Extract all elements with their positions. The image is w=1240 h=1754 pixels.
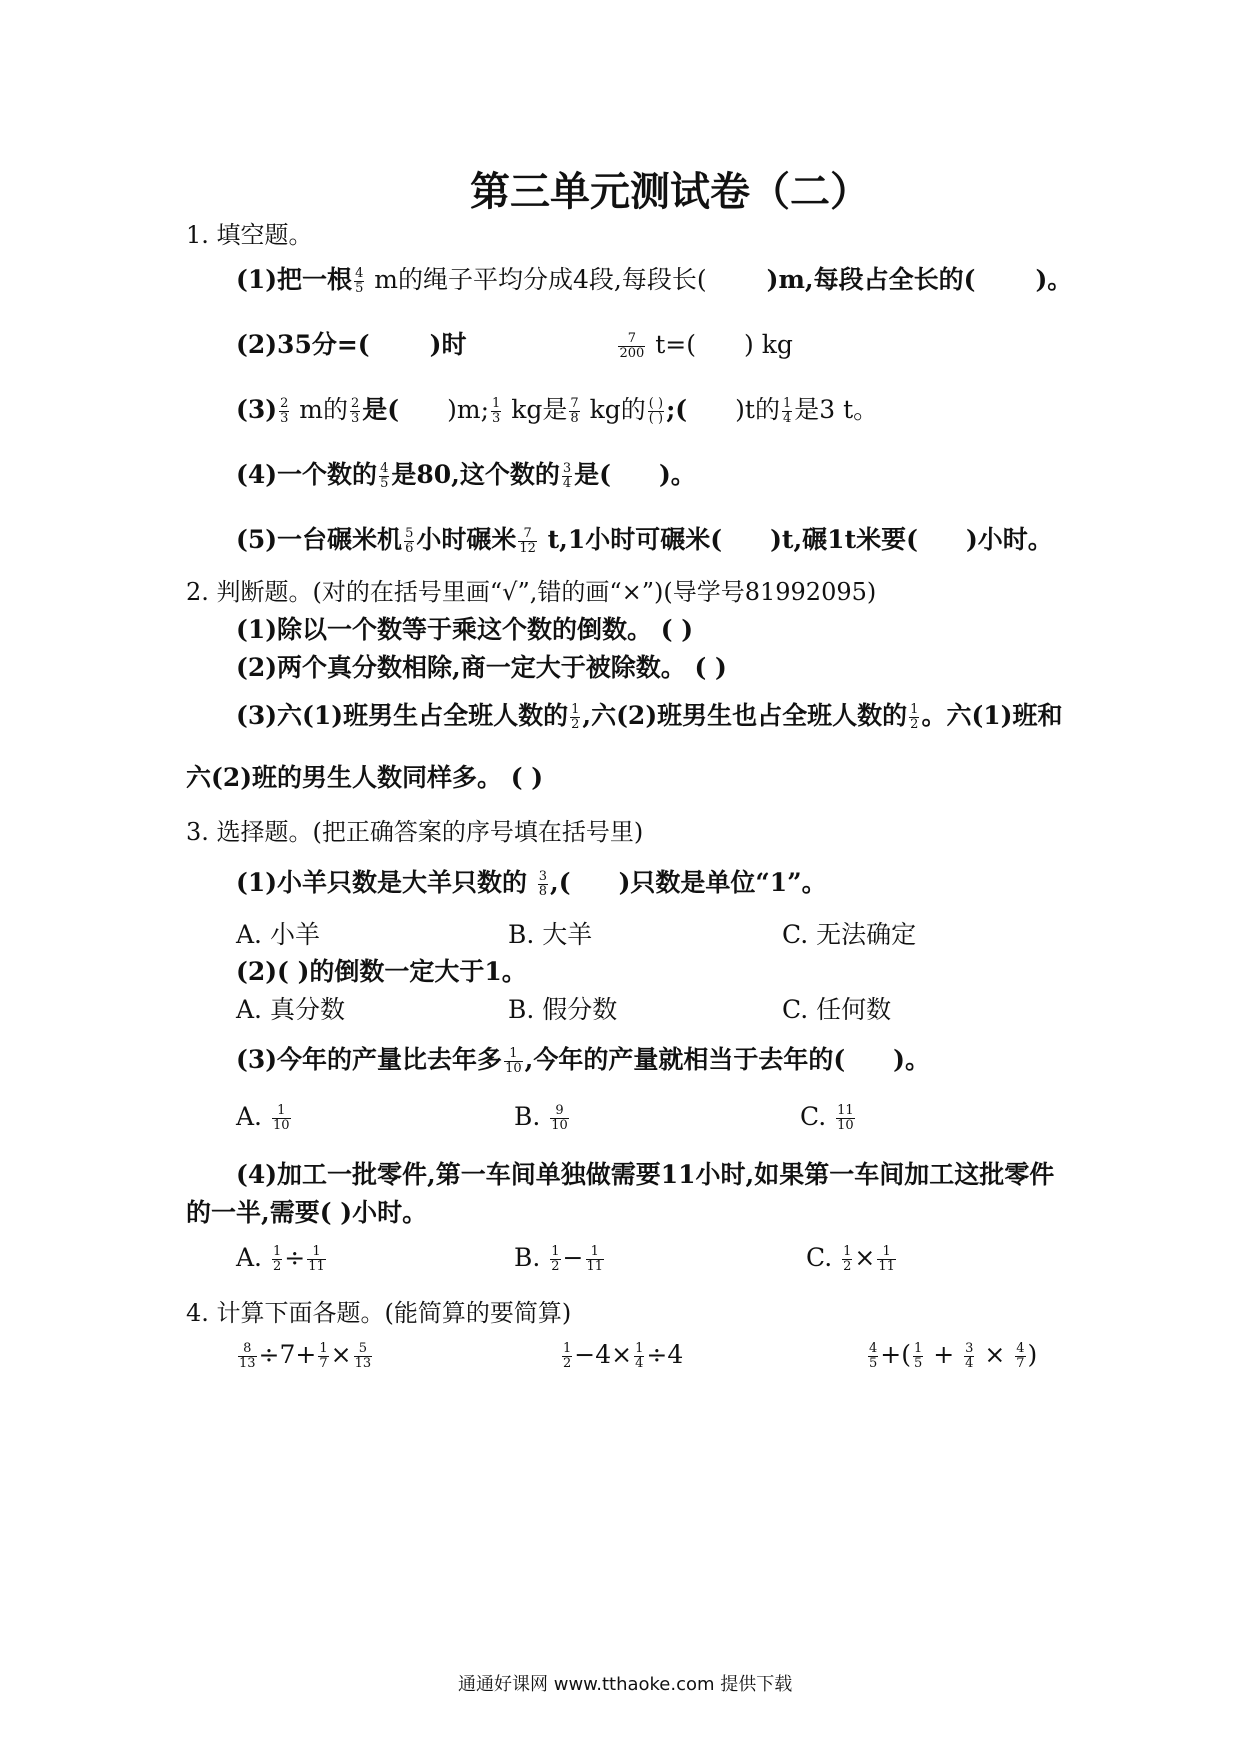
- s3-question-4: (4)加工一批零件,第一车间单独做需要11小时,如果第一车间加工这批零件: [236, 1160, 1055, 1189]
- s1-question-4: (4)一个数的 $\frac{4}{5}$ 是80,这个数的 $\frac{3}{4}$ 是( )。: [236, 460, 696, 491]
- s3-q4-option-b: B. $\frac{1}{2}$ − $\frac{1}{11}$: [514, 1243, 604, 1274]
- fraction: $\frac{1}{11}$: [878, 1244, 895, 1274]
- s3-q3-option-a: A. $\frac{1}{10}$: [236, 1102, 290, 1133]
- fraction: $\frac{7}{8}$: [570, 396, 579, 426]
- s3-question-3: (3)今年的产量比去年多 $\frac{1}{10}$ ,今年的产量就相当于去年的( )。: [236, 1045, 930, 1076]
- fraction: $\frac{1}{2}$: [843, 1244, 852, 1274]
- s3-q4-option-a: A. $\frac{1}{2}$ ÷ $\frac{1}{11}$: [236, 1243, 325, 1274]
- fraction: $\frac{1}{11}$: [586, 1244, 604, 1274]
- fraction: $\frac{9}{10}$: [551, 1103, 568, 1133]
- section-2-heading: 2. 判断题。(对的在括号里画“√”,错的画“×”)(导学号81992095): [186, 578, 877, 606]
- s3-q4-option-c: C. $\frac{1}{2}$ × $\frac{1}{11}$: [806, 1243, 895, 1274]
- s1-question-2: (2)35分=( )时 $\frac{7}{200}$ t=( ) kg: [236, 330, 793, 361]
- fraction: $\frac{1}{10}$: [272, 1103, 290, 1133]
- section-1-heading: 1. 填空题。: [186, 221, 313, 249]
- s3-q3-option-c: C. $\frac{11}{10}$: [800, 1102, 854, 1133]
- s3-q3-option-b: B. $\frac{9}{10}$: [514, 1102, 568, 1133]
- fraction: $\frac{3}{8}$: [538, 869, 548, 899]
- fraction: $\frac{3}{4}$: [562, 461, 572, 491]
- fraction: $\frac{2}{3}$: [351, 396, 360, 426]
- s3-question-2: (2)( )的倒数一定大于1。: [236, 957, 527, 986]
- page-title: 第三单元测试卷（二）: [470, 169, 870, 215]
- s2-question-2: (2)两个真分数相除,商一定大于被除数。 ( ): [236, 653, 727, 682]
- s3-question-1: (1)小羊只数是大羊只数的 $\frac{3}{8}$ ,( )只数是单位“1”。: [236, 868, 827, 899]
- fraction: $\frac{1}{7}$: [319, 1341, 328, 1371]
- fraction: $\frac{1}{2}$: [272, 1244, 282, 1274]
- fraction: $\frac{11}{10}$: [837, 1103, 854, 1133]
- fraction: $\frac{4}{7}$: [1016, 1341, 1025, 1371]
- s3-q1-option-c: C. 无法确定: [782, 920, 917, 949]
- fraction: $\frac{8}{13}$: [239, 1341, 256, 1371]
- footer-credit: 通通好课网 www.tthaoke.com 提供下载: [458, 1674, 793, 1695]
- fraction: $\frac{5}{6}$: [405, 526, 414, 556]
- section-3-heading: 3. 选择题。(把正确答案的序号填在括号里): [186, 818, 644, 846]
- calc-expression-2: $\frac{1}{2}$ −4× $\frac{1}{4}$ ÷4: [563, 1340, 684, 1371]
- s3-q2-option-c: C. 任何数: [782, 995, 892, 1024]
- s2-question-1: (1)除以一个数等于乘这个数的倒数。 ( ): [236, 615, 694, 644]
- fraction: $\frac{7}{200}$: [619, 331, 645, 361]
- fraction: $\frac{4}{5}$: [355, 266, 364, 296]
- s2-question-3: (3)六(1)班男生占全班人数的 $\frac{1}{2}$ ,六(2)班男生也占全班人数的 $\frac{1}{2}$ 。六(1)班和: [236, 701, 1063, 732]
- fraction: $\frac{4}{5}$: [869, 1341, 878, 1371]
- fraction: $\frac{2}{3}$: [280, 396, 289, 426]
- s3-q2-option-a: A. 真分数: [236, 995, 345, 1024]
- fraction: $\frac{1}{11}$: [308, 1244, 325, 1274]
- fraction: $\frac{( )}{( )}$: [648, 396, 664, 426]
- s1-question-1: (1)把一根 $\frac{4}{5}$ m的绳子平均分成4段,每段长( )m,每段占全长的( )。: [236, 265, 1073, 296]
- fraction: $\frac{1}{4}$: [635, 1341, 644, 1371]
- calc-expression-1: $\frac{8}{13}$ ÷7+ $\frac{1}{7}$ × $\frac{5}{13}$: [239, 1340, 372, 1371]
- fraction: $\frac{1}{2}$: [563, 1341, 572, 1371]
- section-4-heading: 4. 计算下面各题。(能简算的要简算): [186, 1299, 572, 1327]
- fraction: $\frac{1}{2}$: [551, 1244, 560, 1274]
- fraction: $\frac{1}{10}$: [505, 1046, 522, 1076]
- fraction: $\frac{1}{4}$: [782, 396, 792, 426]
- fraction: $\frac{1}{2}$: [571, 702, 580, 732]
- fraction: $\frac{3}{4}$: [965, 1341, 974, 1371]
- s3-q1-option-a: A. 小羊: [236, 920, 320, 949]
- fraction: $\frac{1}{2}$: [910, 702, 919, 732]
- s3-q2-option-b: B. 假分数: [508, 995, 618, 1024]
- s1-question-5: (5)一台碾米机 $\frac{5}{6}$ 小时碾米 $\frac{7}{12}$ t,1小时可碾米( )t,碾1t米要( )小时。: [236, 525, 1053, 556]
- calc-expression-3: $\frac{4}{5}$ +( $\frac{1}{5}$ + $\frac{3}{4}$ × $\frac{4}{7}$ ): [869, 1340, 1038, 1371]
- fraction: $\frac{7}{12}$: [519, 526, 536, 556]
- s1-question-3: (3) $\frac{2}{3}$ m的 $\frac{2}{3}$ 是( )m; $\frac{1}{3}$ kg是 $\frac{7}{8}$ kg的 $\frac{( )}{( )}$ ;( )t的 $\frac{1}{4}$ 是3 t。: [236, 395, 879, 426]
- s2-question-3-continued: 六(2)班的男生人数同样多。 ( ): [186, 763, 544, 792]
- s3-q1-option-b: B. 大羊: [508, 920, 593, 949]
- fraction: $\frac{1}{3}$: [492, 396, 501, 426]
- fraction: $\frac{5}{13}$: [354, 1341, 372, 1371]
- fraction: $\frac{1}{5}$: [913, 1341, 923, 1371]
- s3-question-4-continued: 的一半,需要( )小时。: [186, 1198, 428, 1227]
- fraction: $\frac{4}{5}$: [380, 461, 389, 491]
